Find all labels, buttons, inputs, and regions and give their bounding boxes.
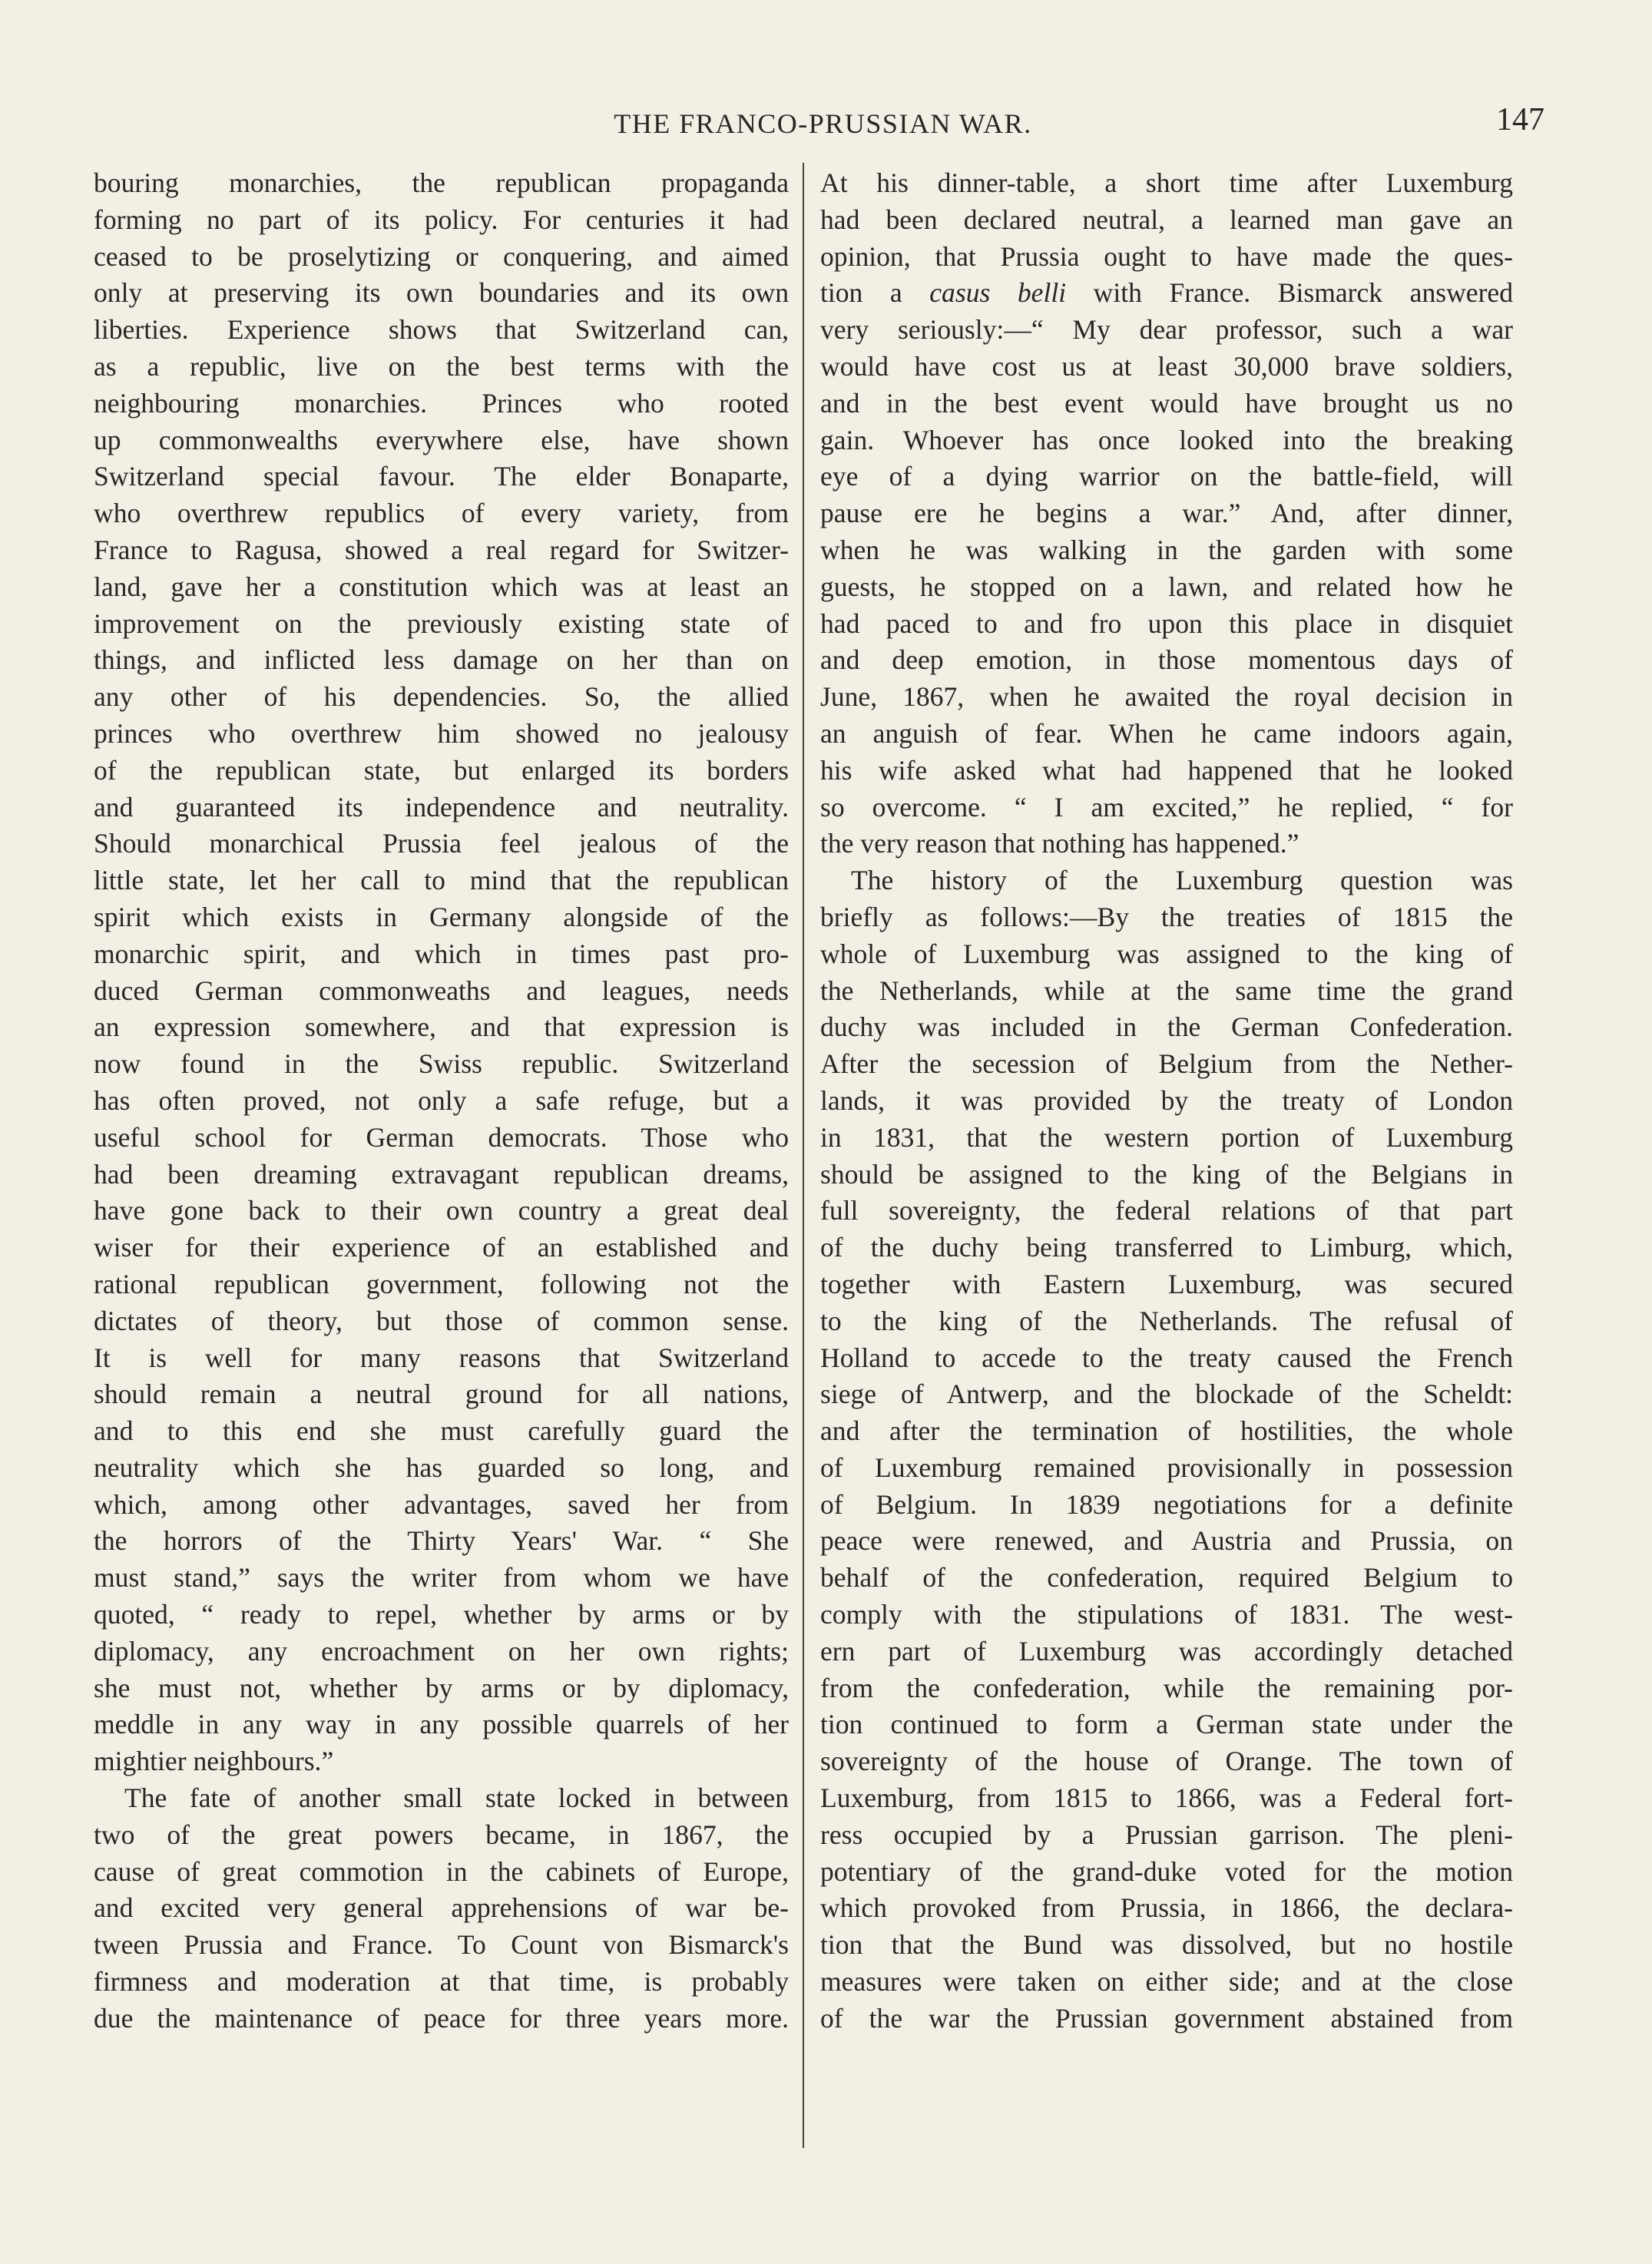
text-line: of the duchy being transferred to Limburg, which,	[820, 1232, 1513, 1263]
text-line: an anguish of fear. When he came indoors again,	[820, 717, 1513, 749]
text-line: the horrors of the Thirty Years' War. “ She	[94, 1525, 789, 1557]
text-line: would have cost us at least 30,000 brave soldiers,	[820, 350, 1513, 382]
text-line: and excited very general apprehensions of war be-	[94, 1892, 789, 1924]
text-line: lands, it was provided by the treaty of London	[820, 1084, 1513, 1116]
text-line: cause of great commotion in the cabinets of Europe,	[94, 1855, 789, 1887]
text-line: neutrality which she has guarded so long, and	[94, 1451, 789, 1483]
text-line: land, gave her a constitution which was at least an	[94, 571, 789, 602]
text-line: and deep emotion, in those momentous days of	[820, 644, 1513, 676]
text-line: should be assigned to the king of the Belgians in	[820, 1158, 1513, 1190]
text-line: bouring monarchies, the republican propaganda	[94, 167, 789, 198]
text-line: briefly as follows:—By the treaties of 1815 the	[820, 901, 1513, 932]
column-divider	[803, 163, 804, 2148]
text-line: and in the best event would have brought us no	[820, 387, 1513, 419]
text-line: of Belgium. In 1839 negotiations for a definite	[820, 1488, 1513, 1520]
page-number: 147	[1496, 102, 1544, 137]
text-line: rational republican government, following not the	[94, 1268, 789, 1299]
text-line: has often proved, not only a safe refuge, but a	[94, 1084, 789, 1116]
text-line: so overcome. “ I am excited,” he replied, “ for	[820, 791, 1513, 823]
text-line: tion that the Bund was dissolved, but no hostile	[820, 1929, 1513, 1961]
text-line: firmness and moderation at that time, is probably	[94, 1966, 789, 1998]
text-line: siege of Antwerp, and the blockade of the Scheldt:	[820, 1379, 1513, 1410]
text-line: little state, let her call to mind that the republican	[94, 865, 789, 896]
text-line: comply with the stipulations of 1831. The west-	[820, 1599, 1513, 1630]
text-line: who overthrew republics of every variety, from	[94, 498, 789, 529]
text-line: whole of Luxemburg was assigned to the king of	[820, 938, 1513, 969]
text-line: liberties. Experience shows that Switzerland can,	[94, 314, 789, 346]
text-line: The history of the Luxemburg question was	[851, 865, 1513, 896]
text-line: peace were renewed, and Austria and Prussia, on	[820, 1525, 1513, 1557]
text-line: quoted, “ ready to repel, whether by arms or by	[94, 1599, 789, 1630]
text-line: full sovereignty, the federal relations of that part	[820, 1195, 1513, 1226]
text-line: pause ere he begins a war.” And, after dinner,	[820, 498, 1513, 529]
text-line: when he was walking in the garden with some	[820, 534, 1513, 565]
text-line: opinion, that Prussia ought to have made the ques-	[820, 240, 1513, 272]
text-line: from the confederation, while the remaining por-	[820, 1672, 1513, 1703]
text-line: have gone back to their own country a great deal	[94, 1195, 789, 1226]
text-line: duced German commonweaths and leagues, needs	[94, 975, 789, 1006]
text-line: spirit which exists in Germany alongside of the	[94, 901, 789, 932]
text-line: his wife asked what had happened that he looked	[820, 754, 1513, 786]
text-line: Luxemburg, from 1815 to 1866, was a Federal fort-	[820, 1782, 1513, 1814]
text-line: ceased to be proselytizing or conquering, and aimed	[94, 240, 789, 272]
text-line: potentiary of the grand-duke voted for the motion	[820, 1855, 1513, 1887]
text-line: of the republican state, but enlarged its borders	[94, 754, 789, 786]
text-line: forming no part of its policy. For centuries it had	[94, 204, 789, 235]
italic-phrase: casus belli	[929, 277, 1067, 309]
text-line: mightier neighbours.”	[94, 1746, 334, 1777]
right-column	[820, 165, 1513, 2037]
text-line: and after the termination of hostilities, the whole	[820, 1415, 1513, 1447]
text-line: ern part of Luxemburg was accordingly detached	[820, 1635, 1513, 1667]
text-line: and guaranteed its independence and neutrality.	[94, 791, 789, 823]
text-line: eye of a dying warrior on the battle-field, will	[820, 461, 1513, 492]
text-line: guests, he stopped on a lawn, and related how he	[820, 571, 1513, 602]
text-line: and to this end she must carefully guard the	[94, 1415, 789, 1447]
text-line: to the king of the Netherlands. The refusal of	[820, 1305, 1513, 1336]
text-line: up commonwealths everywhere else, have shown	[94, 424, 789, 455]
text-line: had paced to and fro upon this place in disquiet	[820, 607, 1513, 639]
text-line: monarchic spirit, and which in times past pro-	[94, 938, 789, 969]
text-line: princes who overthrew him showed no jealousy	[94, 717, 789, 749]
text-line: had been declared neutral, a learned man gave an	[820, 204, 1513, 235]
text-line: Should monarchical Prussia feel jealous of the	[94, 828, 789, 859]
text-line: two of the great powers became, in 1867, the	[94, 1819, 789, 1850]
text-line: very seriously:—“ My dear professor, such a war	[820, 314, 1513, 346]
running-title: THE FRANCO-PRUSSIAN WAR.	[614, 108, 1032, 139]
text-line: any other of his dependencies. So, the allied	[94, 681, 789, 713]
text-line: gain. Whoever has once looked into the breaking	[820, 424, 1513, 455]
text-line: now found in the Swiss republic. Switzerland	[94, 1048, 789, 1080]
text-line: duchy was included in the German Confederation.	[820, 1011, 1513, 1043]
text-line: of Luxemburg remained provisionally in possession	[820, 1451, 1513, 1483]
text-line: After the secession of Belgium from the Nether-	[820, 1048, 1513, 1080]
text-line: measures were taken on either side; and at the close	[820, 1966, 1513, 1998]
text-line: The fate of another small state locked in between	[124, 1782, 789, 1814]
text-line: the very reason that nothing has happened.”	[820, 828, 1299, 859]
text-line: tween Prussia and France. To Count von Bismarck's	[94, 1929, 789, 1961]
text-line: only at preserving its own boundaries and its own	[94, 277, 789, 309]
text-line: in 1831, that the western portion of Luxemburg	[820, 1121, 1513, 1153]
text-line: dictates of theory, but those of common sense.	[94, 1305, 789, 1336]
text-line: At his dinner-table, a short time after Luxemburg	[820, 167, 1513, 198]
text-line: diplomacy, any encroachment on her own rights;	[94, 1635, 789, 1667]
text-line: improvement on the previously existing state of	[94, 607, 789, 639]
text-line: Holland to accede to the treaty caused the French	[820, 1342, 1513, 1373]
text-line: tion a casus belli with France. Bismarck answered	[820, 277, 1513, 309]
text-line: she must not, whether by arms or by diplomacy,	[94, 1672, 789, 1703]
running-header	[86, 101, 1560, 147]
text-line: together with Eastern Luxemburg, was secured	[820, 1268, 1513, 1299]
text-line: wiser for their experience of an established and	[94, 1232, 789, 1263]
text-line: which provoked from Prussia, in 1866, the declara-	[820, 1892, 1513, 1924]
left-column	[94, 165, 789, 2037]
text-line: had been dreaming extravagant republican dreams,	[94, 1158, 789, 1190]
text-line: ress occupied by a Prussian garrison. The pleni-	[820, 1819, 1513, 1850]
text-line: things, and inflicted less damage on her than on	[94, 644, 789, 676]
text-line: as a republic, live on the best terms with the	[94, 350, 789, 382]
text-line: useful school for German democrats. Those who	[94, 1121, 789, 1153]
text-line: France to Ragusa, showed a real regard for Switzer-	[94, 534, 789, 565]
text-line: due the maintenance of peace for three years more.	[94, 2002, 789, 2034]
text-line: meddle in any way in any possible quarrels of her	[94, 1709, 789, 1740]
text-line: It is well for many reasons that Switzerland	[94, 1342, 789, 1373]
text-line: which, among other advantages, saved her from	[94, 1488, 789, 1520]
text-line: sovereignty of the house of Orange. The town of	[820, 1746, 1513, 1777]
text-line: must stand,” says the writer from whom we have	[94, 1562, 789, 1594]
text-line: June, 1867, when he awaited the royal decision in	[820, 681, 1513, 713]
text-line: an expression somewhere, and that expression is	[94, 1011, 789, 1043]
text-line: the Netherlands, while at the same time the grand	[820, 975, 1513, 1006]
text-line: behalf of the confederation, required Belgium to	[820, 1562, 1513, 1594]
text-line: should remain a neutral ground for all nations,	[94, 1379, 789, 1410]
text-line: neighbouring monarchies. Princes who rooted	[94, 387, 789, 419]
text-line: Switzerland special favour. The elder Bonaparte,	[94, 461, 789, 492]
text-line: of the war the Prussian government abstained from	[820, 2002, 1513, 2034]
text-line: tion continued to form a German state under the	[820, 1709, 1513, 1740]
